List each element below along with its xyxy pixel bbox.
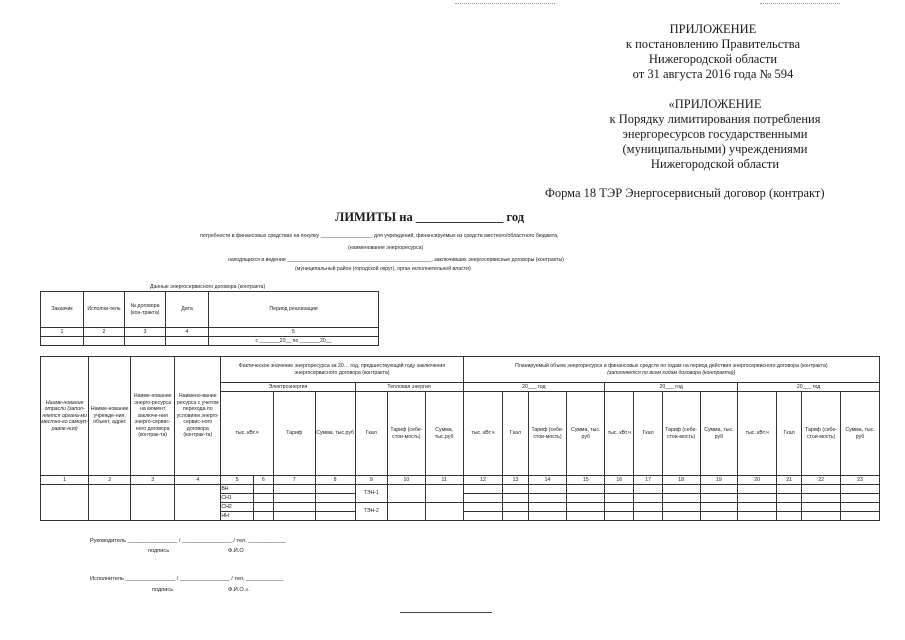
table-cell[interactable] [777,485,802,494]
table-cell[interactable] [463,503,503,512]
table-cell[interactable] [802,503,841,512]
subtitle-caption: (наименование энергоресурса) [348,245,424,251]
col-number: 13 [503,476,528,485]
col-sum: Сумма, тыс. руб [700,392,738,476]
col-number: 23 [840,476,879,485]
table-cell[interactable] [662,503,700,512]
col-header-institution: Наиме-нование учрежде-ния, объект, адрес [89,357,131,476]
col-sum: Сумма, тыс.руб [315,392,355,476]
col-header-industry: Наиме-нование отрасли (запол-няется органа-ми местно-го самоуп-равле-ния) [41,357,89,476]
order-header [595,97,835,172]
table-cell[interactable] [777,503,802,512]
col-header-resource-new: Наимено-вание ресурса с учетом перехода по условиям энерго-сервис-ного договора (контрак-та) [175,357,221,476]
table-cell[interactable] [840,485,879,494]
table-cell[interactable] [840,494,879,503]
form-label: Форма 18 ТЭР Энергосервисный договор (контракт) [545,186,825,200]
col-number: 4 [175,476,221,485]
header-line: «ПРИЛОЖЕНИЕ [668,97,762,111]
header-line: Нижегородской области [648,52,778,66]
table-cell[interactable] [700,494,738,503]
col-gcal: Гкал [503,392,528,476]
table-cell[interactable] [605,512,634,521]
header-line: ПРИЛОЖЕНИЕ [669,22,757,36]
resolution-header [593,22,833,82]
col-header: Период реализации [209,292,379,328]
col-header: Заказчик [41,292,84,328]
document-title: ЛИМИТЫ на ______________ год [335,210,525,224]
col-gcal: Гкал [777,392,802,476]
col-gcal: Гкал [355,392,388,476]
table-cell[interactable] [634,512,662,521]
table-cell[interactable] [662,494,700,503]
table-cell[interactable] [700,485,738,494]
table-cell[interactable] [388,485,426,503]
table-cell[interactable] [315,503,355,512]
table-cell[interactable] [634,503,662,512]
col-number: 5 [221,476,254,485]
table-cell[interactable] [41,485,89,521]
table-cell[interactable] [567,485,605,494]
col-sum: Сумма, тыс. руб [567,392,605,476]
heat-header: Тепловая энергия [355,383,463,392]
table-cell[interactable] [273,485,315,494]
col-tariff-cost: Тариф (себе-стои-мость) [528,392,567,476]
col-header: Дата [166,292,209,328]
plan-header [463,357,879,383]
voltage-level: СН2 [221,503,254,512]
table-cell[interactable] [125,337,166,346]
scan-artifact [760,3,840,4]
col-header: Исполни-тель [84,292,125,328]
table-cell[interactable] [315,512,355,521]
col-number: 19 [700,476,738,485]
table-cell[interactable] [131,485,175,521]
table-cell[interactable] [567,494,605,503]
voltage-level: ВН [221,485,254,494]
subtitle-line: потребности в финансовых средствах на покупку __________________ для учреждений, финансируемых из средств местного/областного бюджета, [200,233,559,239]
table-cell[interactable] [605,485,634,494]
col-kwh: тыс. кВт.ч [221,392,273,476]
header-line: к Порядку лимитирования потребления [609,112,821,126]
table-cell[interactable] [840,512,879,521]
col-number: 10 [388,476,426,485]
table-cell[interactable] [605,494,634,503]
head-signature-caption: подпись [148,548,170,554]
col-tariff-cost: Тариф (себе-стои-мость) [802,392,841,476]
col-number: 2 [84,328,125,337]
table-cell[interactable] [634,494,662,503]
table-cell[interactable] [605,503,634,512]
year-header: 20___ год [738,383,880,392]
table-cell[interactable] [463,494,503,503]
electro-header: Электроэнергия [221,383,355,392]
table-cell[interactable] [777,512,802,521]
limits-table [40,356,880,521]
header-line: (муниципальными) учреждениями [622,142,808,156]
heat-row-label: ТЭН-1 [355,485,388,503]
table-cell[interactable] [802,485,841,494]
table-row [41,485,880,494]
col-number: 1 [41,328,84,337]
table-cell[interactable] [634,485,662,494]
executor-name-caption: Ф.И.О.». [228,587,250,593]
table-cell[interactable] [777,494,802,503]
head-name-caption: Ф.И.О [228,548,244,554]
col-kwh: тыс. кВт.ч [463,392,503,476]
table-cell[interactable] [503,503,528,512]
col-number: 7 [273,476,315,485]
col-number: 11 [425,476,463,485]
contract-table-caption: Данные энергосервисного договора (контракта) [150,284,266,290]
header-line: энергоресурсов государственными [622,127,808,141]
col-number: 17 [634,476,662,485]
col-tariff: Тариф [273,392,315,476]
table-cell[interactable] [662,512,700,521]
table-cell[interactable] [84,337,125,346]
col-number: 14 [528,476,567,485]
table-cell[interactable] [388,503,426,521]
table-cell[interactable] [253,503,273,512]
executor-signature-caption: подпись [152,587,174,593]
col-number: 15 [567,476,605,485]
col-sum: Сумма, тыс.руб [425,392,463,476]
heat-row-label: ТЭН-2 [355,503,388,521]
table-cell[interactable] [700,512,738,521]
table-cell[interactable] [738,494,777,503]
table-cell[interactable] [273,512,315,521]
table-cell[interactable] [840,503,879,512]
table-cell[interactable] [273,494,315,503]
col-kwh: тыс. кВт.ч [605,392,634,476]
col-header: № договора (кон-тракта) [125,292,166,328]
col-tariff-cost: Тариф (себе-стои-мость) [662,392,700,476]
col-number: 21 [777,476,802,485]
table-cell[interactable] [253,494,273,503]
table-cell[interactable] [41,337,84,346]
header-line: Нижегородской области [650,157,780,171]
table-cell[interactable] [315,494,355,503]
table-cell[interactable] [528,494,567,503]
col-number: 18 [662,476,700,485]
subtitle-line: находящихся в ведении __________________________________________________, заключивших энергосервисные договоры (контракты) [228,257,564,263]
table-cell[interactable] [662,485,700,494]
col-number: 4 [166,328,209,337]
year-header: 20___ год [463,383,605,392]
table-cell[interactable] [463,512,503,521]
col-number: 3 [131,476,175,485]
subtitle-caption: (муниципальный район (городской округ), орган исполнительной власти) [295,266,471,272]
table-cell[interactable] [503,494,528,503]
year-header: 20___ год [605,383,738,392]
table-cell[interactable] [567,503,605,512]
header-line: к постановлению Правительства [625,37,801,51]
table-cell[interactable] [315,485,355,494]
col-number-row [41,476,880,485]
table-cell[interactable] [503,512,528,521]
plan-header-note: (заполняется по всем годам договора (контракта)) [607,369,736,376]
table-cell[interactable] [700,503,738,512]
plan-header-title: Планируемый объем энергоресурса и финансовых средств по годам на период действия энергосервисного договора (контракта) [515,363,828,369]
col-number: 20 [738,476,777,485]
col-number: 5 [209,328,379,337]
col-sum: Сумма, тыс. руб [840,392,879,476]
table-cell[interactable] [802,512,841,521]
table-cell[interactable] [528,503,567,512]
footer-divider [400,612,492,613]
col-header-resource: Наиме-нование энерго-ресурса на момент заключе-ния энерго-сервис-ного договора (контрак-та) [131,357,175,476]
contract-data-table [40,291,379,346]
table-cell[interactable] [738,485,777,494]
table-cell[interactable] [528,485,567,494]
table-cell[interactable] [528,512,567,521]
table-cell[interactable] [253,485,273,494]
head-signature-line: Руководитель ________________ / ________________ / тел. ____________ [90,538,286,544]
table-cell[interactable] [253,512,273,521]
col-number: 3 [125,328,166,337]
col-gcal: Гкал [634,392,662,476]
table-cell[interactable] [503,485,528,494]
col-number: 1 [41,476,89,485]
table-cell[interactable] [425,503,463,521]
col-number: 6 [253,476,273,485]
col-number: 9 [355,476,388,485]
table-cell[interactable] [425,485,463,503]
table-cell[interactable] [273,503,315,512]
scan-artifact [455,3,555,4]
col-number: 8 [315,476,355,485]
period-cell[interactable]: с _______20__ по _______20__ [209,337,379,346]
executor-signature-line: Исполнитель ________________ / ________________ / тел. ____________ [90,576,284,582]
table-cell[interactable] [175,485,221,521]
col-number: 2 [89,476,131,485]
table-cell[interactable] [463,485,503,494]
table-cell[interactable] [567,512,605,521]
table-cell[interactable] [802,494,841,503]
fact-header: Фактическое значение энергоресурса за 20… год, предшествующий году заключения энергосервисного договора (контракта) [221,357,463,383]
table-cell[interactable] [738,503,777,512]
col-number: 22 [802,476,841,485]
header-line: от 31 августа 2016 года № 594 [632,67,794,81]
col-tariff-cost: Тариф (себе-стои-мость) [388,392,426,476]
col-kwh: тыс. кВт.ч [738,392,777,476]
voltage-level: НН [221,512,254,521]
table-cell[interactable] [89,485,131,521]
voltage-level: СН1 [221,494,254,503]
table-cell[interactable] [166,337,209,346]
table-cell[interactable] [738,512,777,521]
col-number: 16 [605,476,634,485]
col-number: 12 [463,476,503,485]
